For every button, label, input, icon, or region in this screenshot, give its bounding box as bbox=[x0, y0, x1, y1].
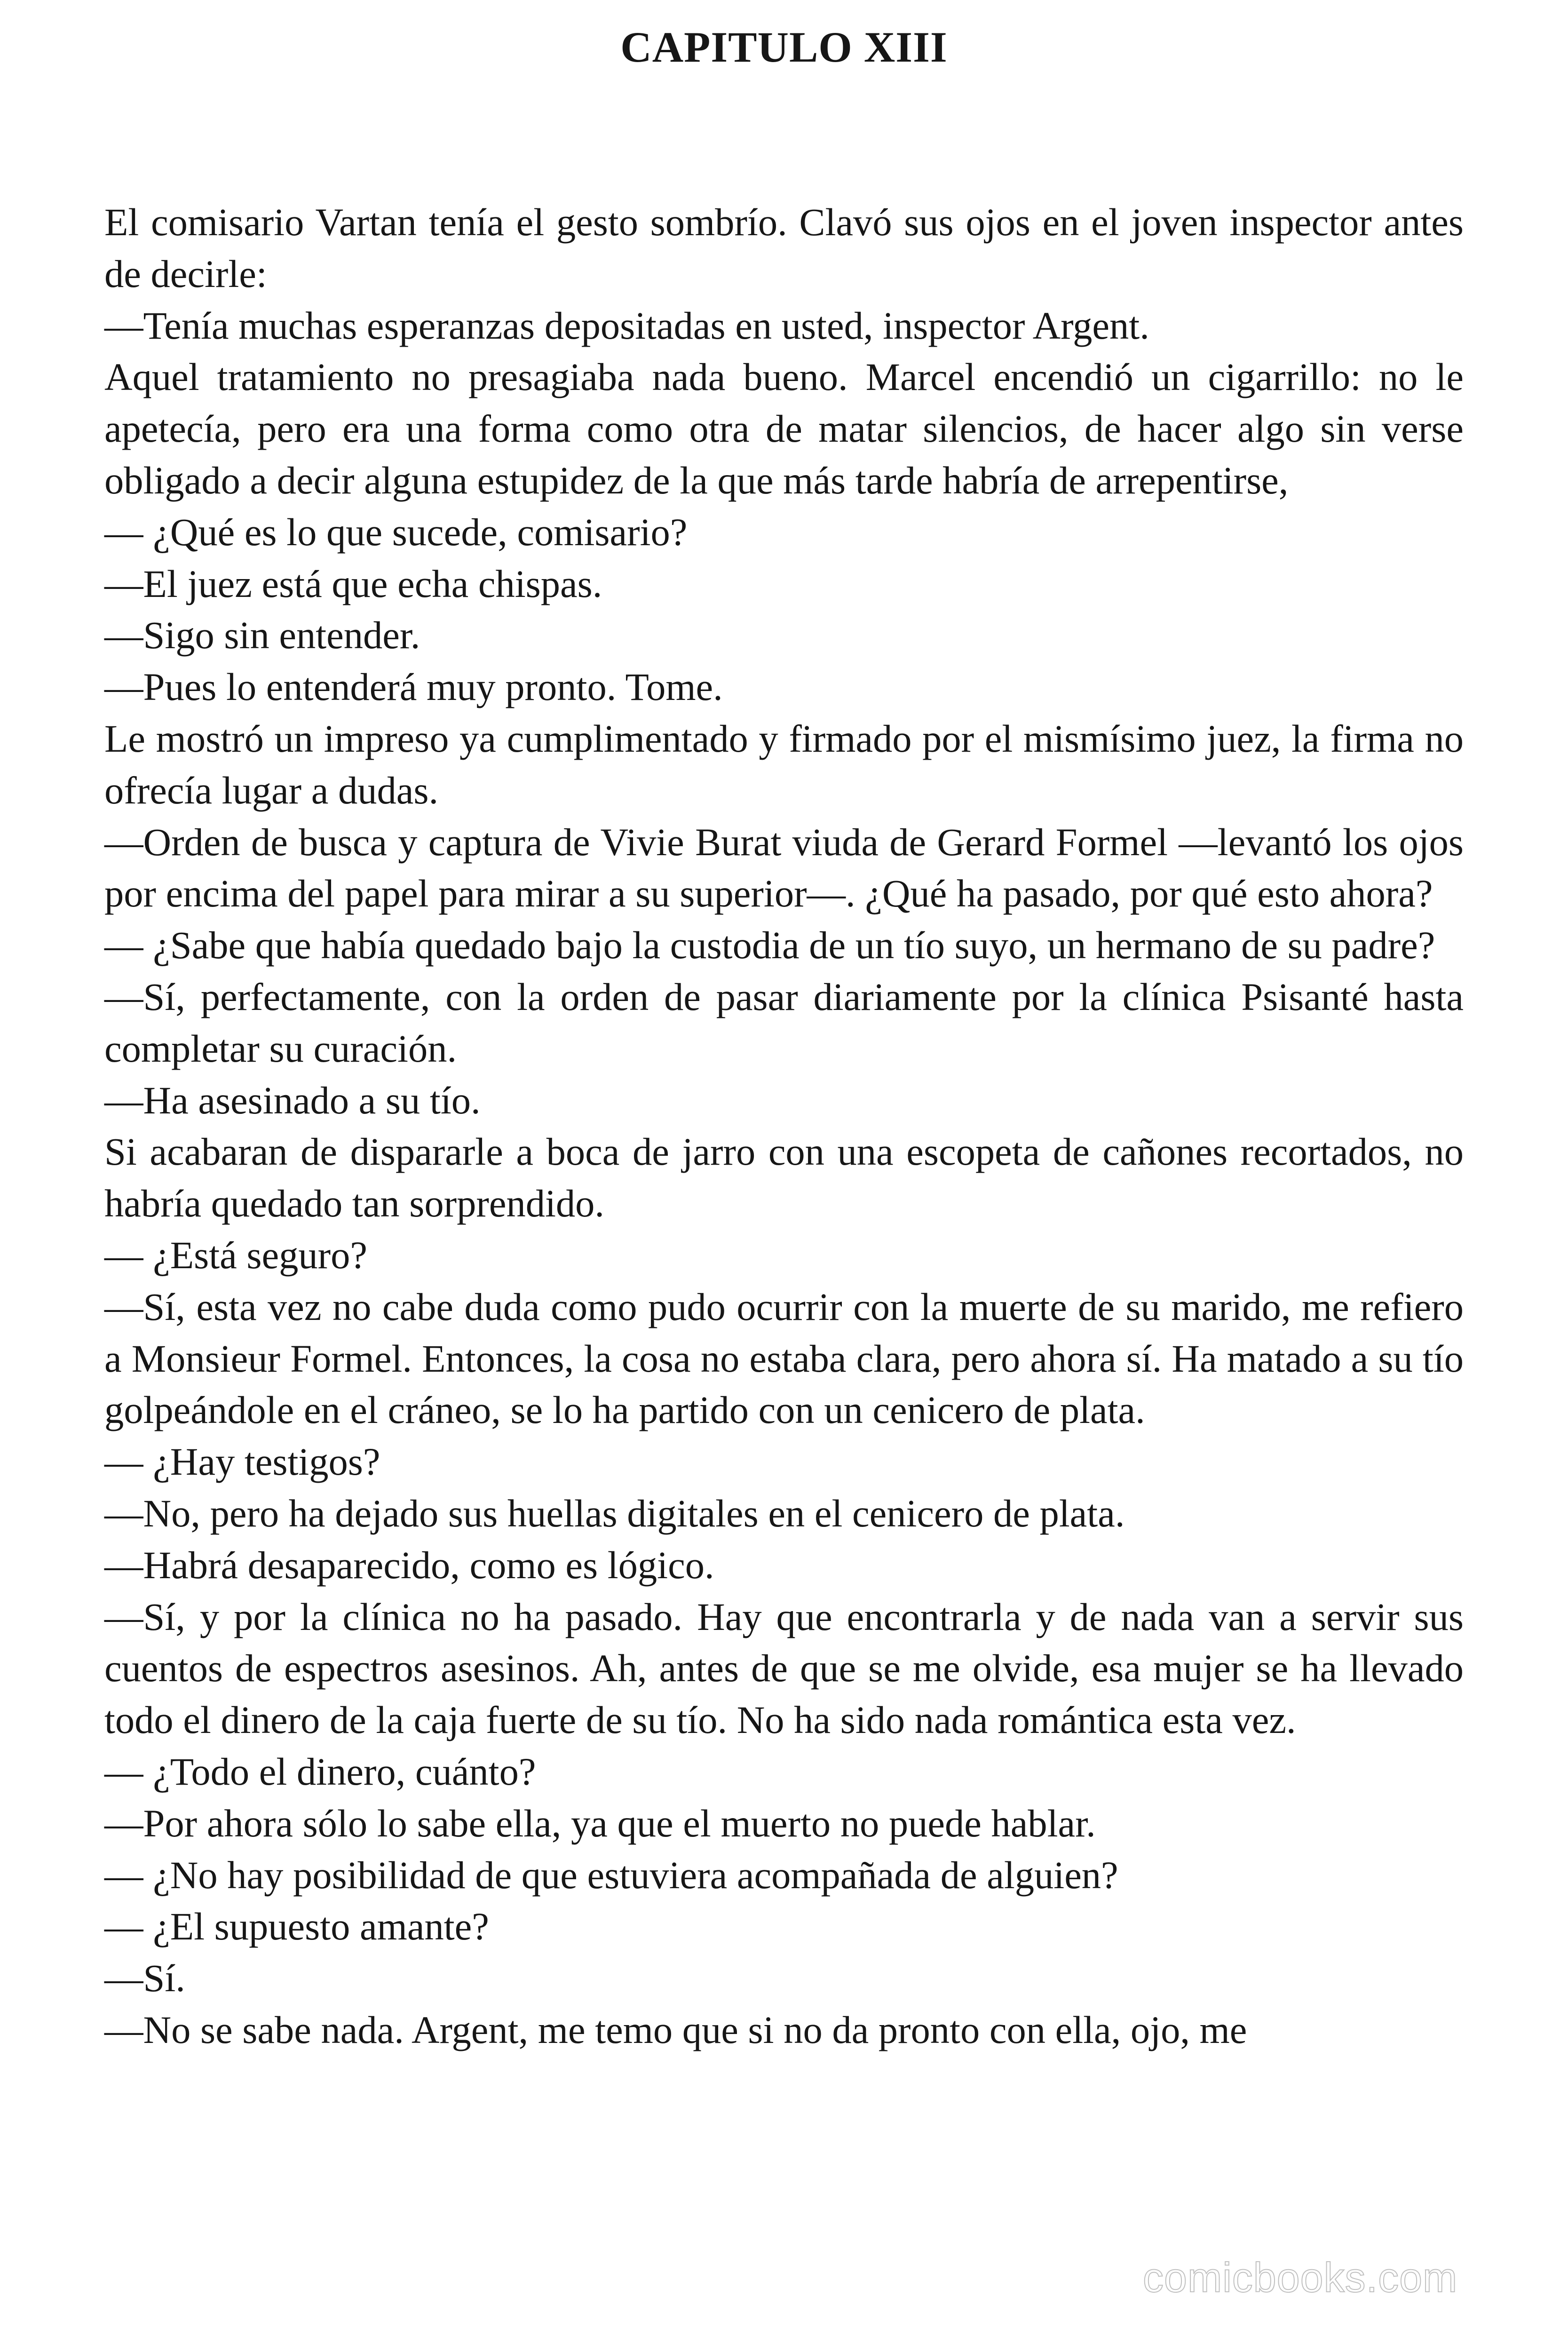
paragraph: —El juez está que echa chispas. bbox=[104, 562, 602, 605]
paragraph: — ¿Qué es lo que sucede, comisario? bbox=[104, 510, 688, 554]
paragraph: — ¿Está seguro? bbox=[104, 1233, 367, 1277]
paragraph: — ¿No hay posibilidad de que estuviera acompañada de alguien? bbox=[104, 1853, 1118, 1897]
paragraph: Aquel tratamiento no presagiaba nada bueno. Marcel encendió un cigarrillo: no le apetecía, pero era una forma como otra de matar silencios, de hacer algo sin verse obligado a decir alguna estupidez de la que más tarde habría de arrepentirse, bbox=[104, 355, 1464, 502]
paragraph: —Sí, esta vez no cabe duda como pudo ocurrir con la muerte de su marido, me refiero a Monsieur Formel. Entonces, la cosa no estaba clara, pero ahora sí. Ha matado a su tío golpeándole en el cráneo, se lo ha partido con un cenicero de plata. bbox=[104, 1285, 1464, 1432]
paragraph: —Ha asesinado a su tío. bbox=[104, 1078, 481, 1122]
paragraph: —Sí, y por la clínica no ha pasado. Hay que encontrarla y de nada van a servir sus cuentos de espectros asesinos. Ah, antes de que se me olvide, esa mujer se ha llevado todo el dinero de la caja fuerte de su tío. No ha sido nada romántica esta vez. bbox=[104, 1595, 1464, 1742]
paragraph: —Orden de busca y captura de Vivie Burat viuda de Gerard Formel —levantó los ojos por encima del papel para mirar a su superior—. ¿Qué ha pasado, por qué esto ahora? bbox=[104, 820, 1464, 915]
paragraph: Si acabaran de dispararle a boca de jarro con una escopeta de cañones recortados, no habría quedado tan sorprendido. bbox=[104, 1130, 1464, 1225]
paragraph: Le mostró un impreso ya cumplimentado y firmado por el mismísimo juez, la firma no ofrecía lugar a dudas. bbox=[104, 716, 1464, 812]
paragraph: — ¿Hay testigos? bbox=[104, 1440, 380, 1484]
paragraph: —Pues lo entenderá muy pronto. Tome. bbox=[104, 665, 723, 709]
watermark: comicbooks.com bbox=[1143, 2254, 1458, 2301]
paragraph: —Por ahora sólo lo sabe ella, ya que el muerto no puede hablar. bbox=[104, 1801, 1096, 1845]
paragraph: —Sigo sin entender. bbox=[104, 613, 420, 657]
paragraph: —Habrá desaparecido, como es lógico. bbox=[104, 1543, 714, 1587]
paragraph: —No, pero ha dejado sus huellas digitales en el cenicero de plata. bbox=[104, 1491, 1125, 1535]
paragraph: —Sí. bbox=[104, 1956, 185, 2000]
paragraph: — ¿Sabe que había quedado bajo la custodia de un tío suyo, un hermano de su padre? bbox=[104, 923, 1435, 967]
chapter-title: CAPITULO XIII bbox=[620, 23, 948, 71]
paragraph: El comisario Vartan tenía el gesto sombrío. Clavó sus ojos en el joven inspector antes de decirle: bbox=[104, 200, 1464, 295]
paragraph: — ¿El supuesto amante? bbox=[104, 1905, 489, 1948]
chapter-body bbox=[104, 197, 1464, 2056]
paragraph: —No se sabe nada. Argent, me temo que si no da pronto con ella, ojo, me bbox=[104, 2008, 1247, 2051]
paragraph: — ¿Todo el dinero, cuánto? bbox=[104, 1749, 536, 1793]
paragraph: —Tenía muchas esperanzas depositadas en usted, inspector Argent. bbox=[104, 303, 1149, 347]
paragraph: —Sí, perfectamente, con la orden de pasar diariamente por la clínica Psisanté hasta completar su curación. bbox=[104, 975, 1464, 1070]
